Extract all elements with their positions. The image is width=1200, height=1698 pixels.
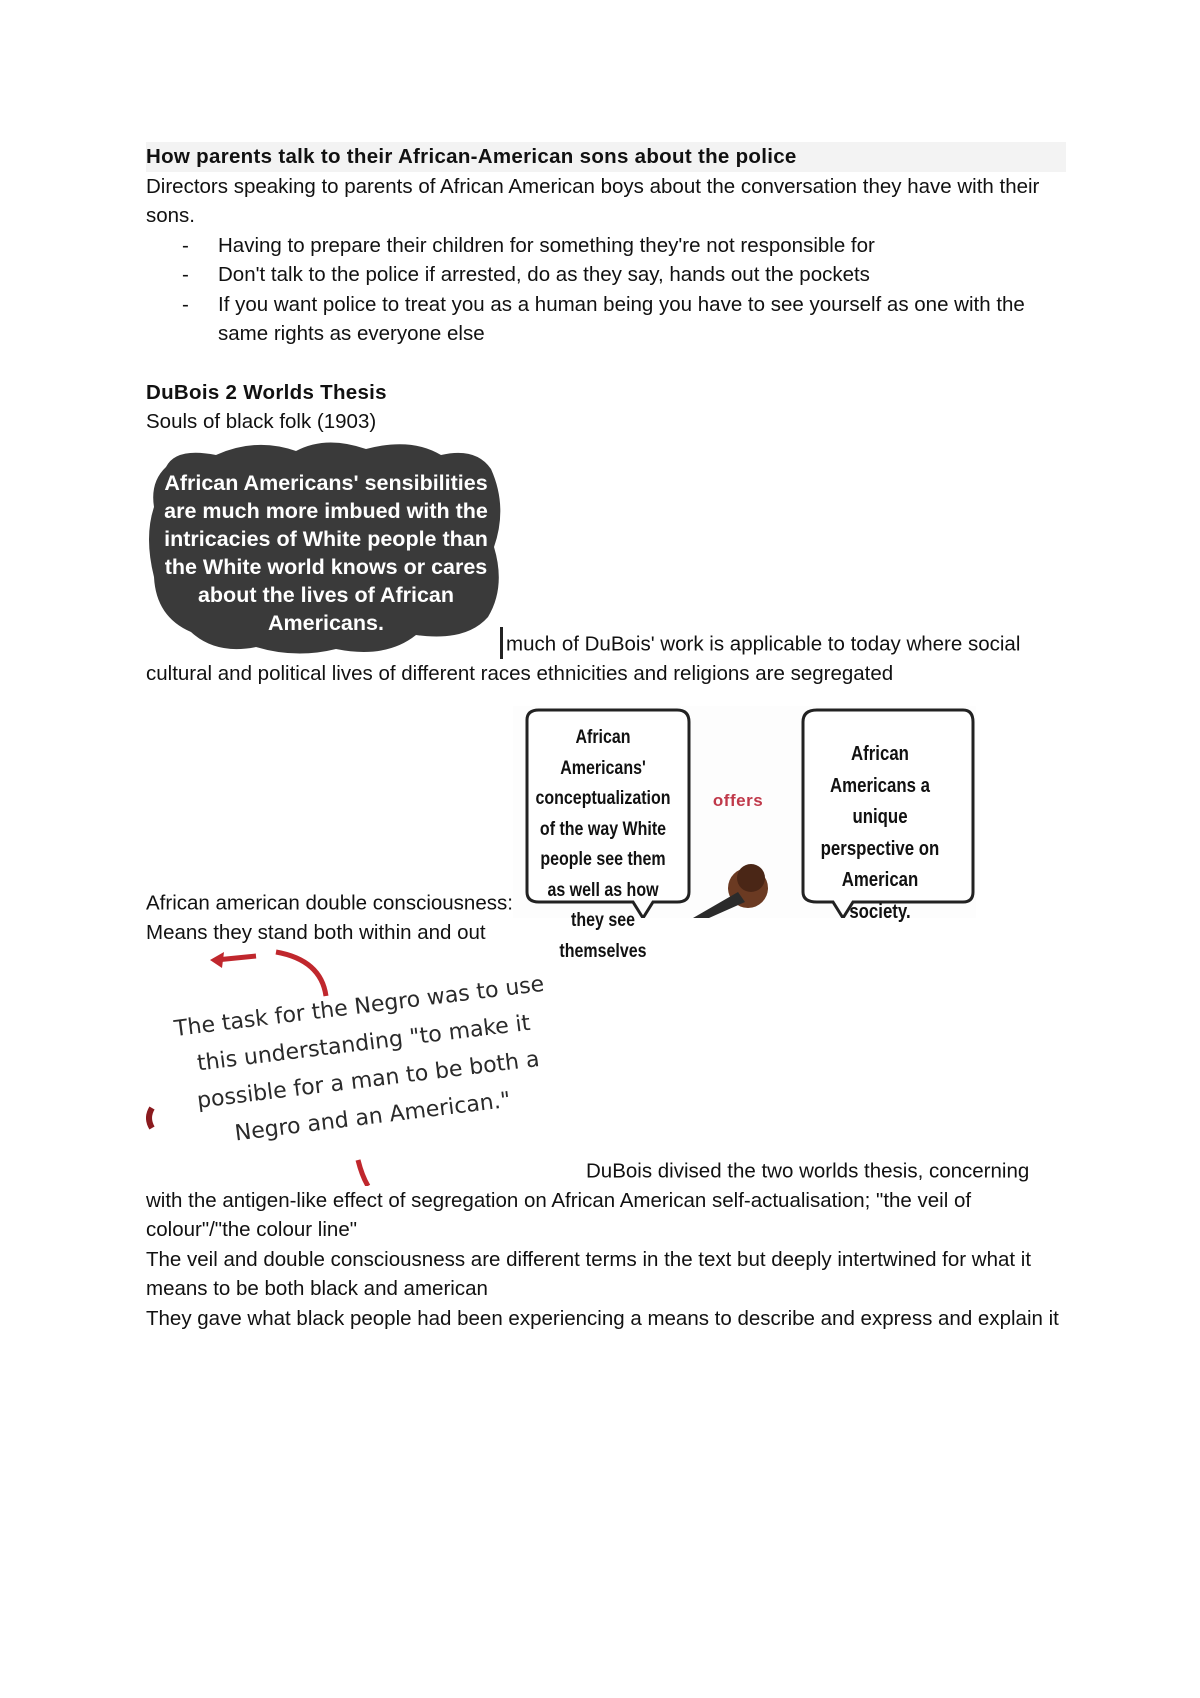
veil-paragraph: The veil and double consciousness are different terms in the text but deeply intertwined for what it means to be both black and american xyxy=(146,1247,1032,1300)
task-quote-image xyxy=(146,948,586,1186)
list-item: - Don't talk to the police if arrested, do as they say, hands out the pockets xyxy=(218,260,1066,290)
cloud-quote-text: African Americans' sensibilities are much more imbued with the intricacies of White people than the White world knows or cares about the lives of African Americans. xyxy=(164,470,488,635)
speech-bubbles-image xyxy=(513,706,976,962)
section-heading-police: How parents talk to their African-American sons about the police xyxy=(146,142,1066,172)
cloud-paragraph xyxy=(146,437,1066,689)
bubble-right-text: African Americans a unique perspective on American society. xyxy=(820,742,940,923)
list-item: - Having to prepare their children for something they're not responsible for xyxy=(218,231,1066,261)
intro-paragraph: Directors speaking to parents of African American boys about the conversation they have with their sons. xyxy=(146,174,1040,227)
double-consciousness-label: African american double consciousness: xyxy=(146,891,513,915)
bubble-offers-text: offers xyxy=(712,791,764,810)
after-cloud-text: much of DuBois' work is applicable to today where social cultural and political lives of different races ethnicities and religions are segregated xyxy=(146,632,1021,685)
within-out-text: Means they stand both within and out xyxy=(146,921,486,944)
gave-paragraph: They gave what black people had been experiencing a means to describe and express and explain it xyxy=(146,1306,1059,1330)
section-heading-dubois: DuBois 2 Worlds Thesis xyxy=(146,380,387,404)
subtitle-souls: Souls of black folk (1903) xyxy=(146,410,377,433)
bullet-list xyxy=(146,231,1066,349)
bubble-left-text: African Americans' conceptualization of the way White people see them as well as how they see themselves xyxy=(535,726,671,962)
document-page xyxy=(146,142,1066,1333)
task-quote-text: The task for the Negro was to use this understanding "to make it possible for a man to be both a Negro and an American." xyxy=(172,971,546,1146)
task-paragraph xyxy=(146,948,1066,1245)
cloud-quote-image xyxy=(146,437,506,659)
list-item: - If you want police to treat you as a human being you have to see yourself as one with the same rights as everyone else xyxy=(218,290,1066,349)
after-task-text: DuBois divised the two worlds thesis, concerning with the antigen-like effect of segregation on African American self-actualisation; "the veil of colour"/"the colour line" xyxy=(146,1159,1030,1241)
